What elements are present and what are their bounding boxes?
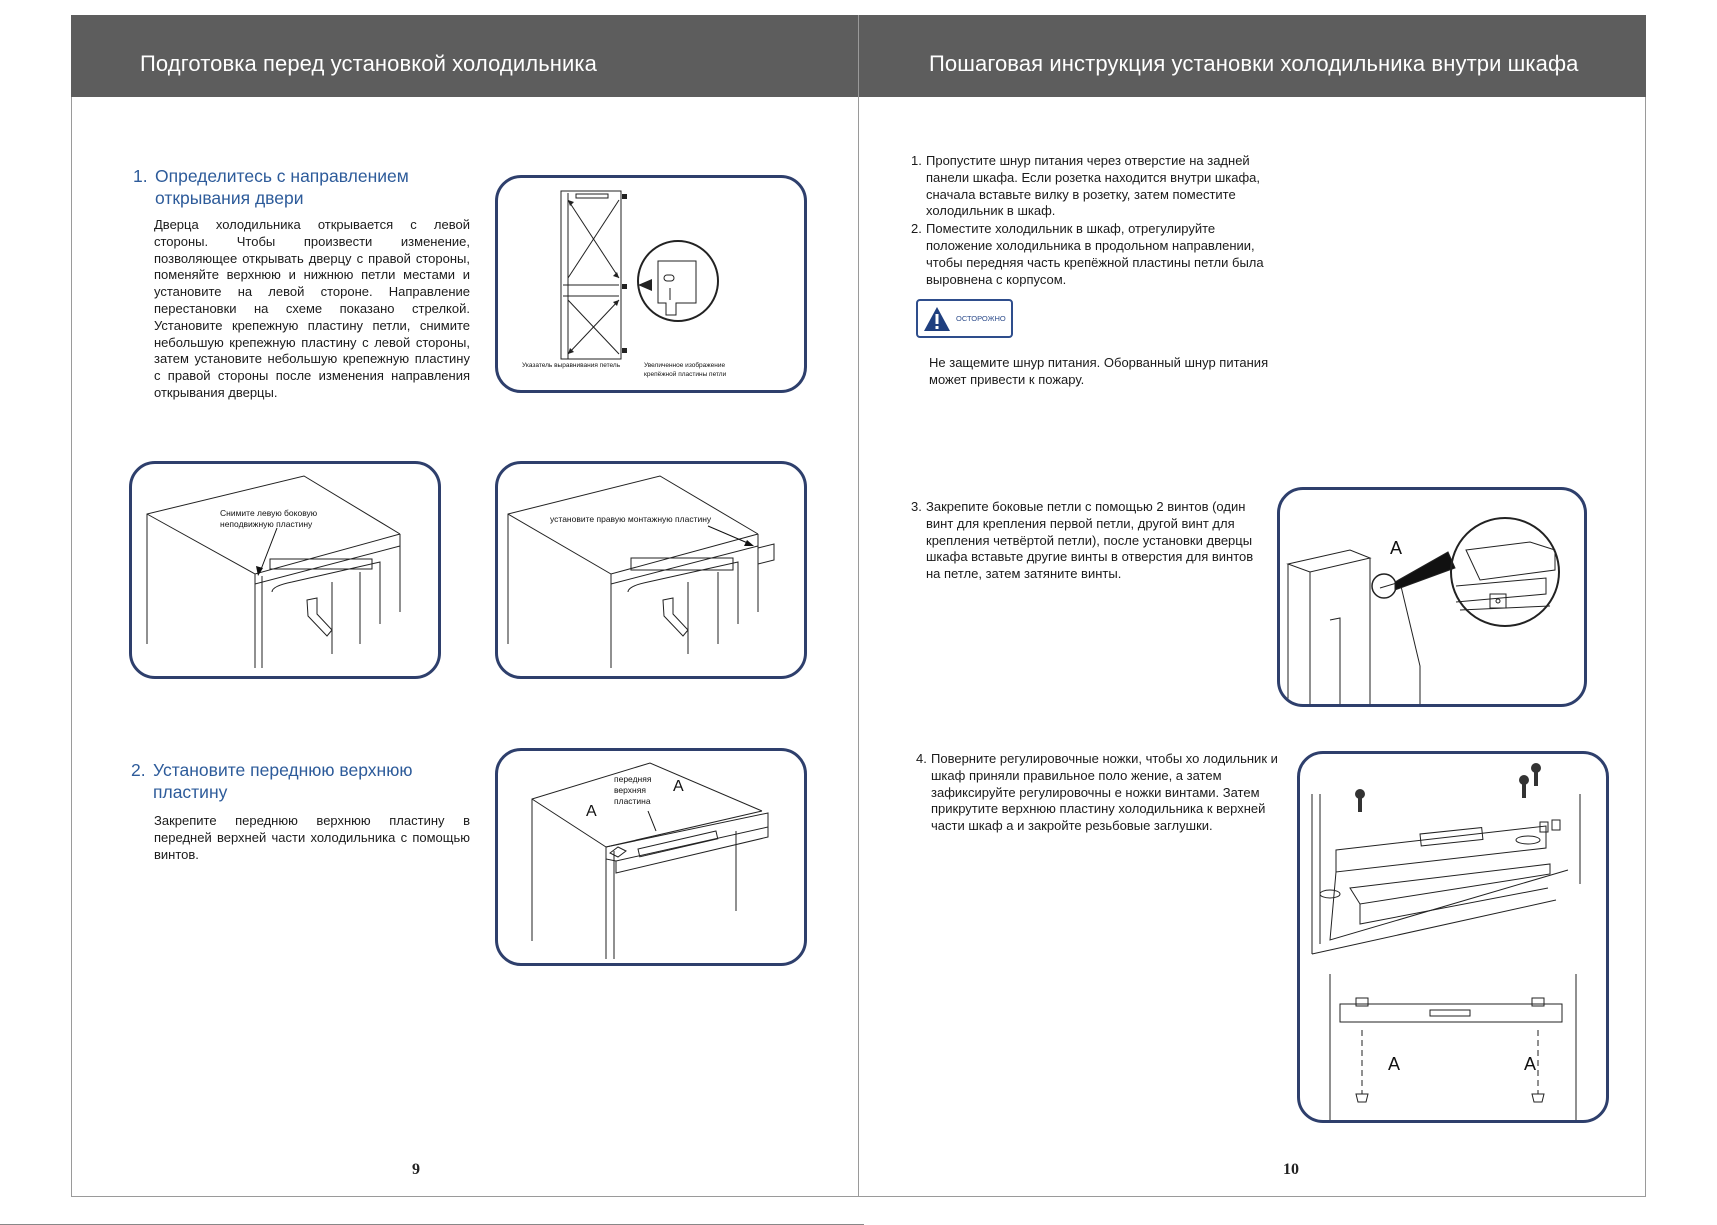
section1-body: Дверца холодильника открывается с левой стороны. Чтобы произвести изменение, позволяющее открывать дверцу с правой стороны, поменяйте верхнюю и нижнюю петли местами и установите на левой стороне. Направление перестановки на схеме показано стрелкой. Установите крепежную пластину петли, снимите небольшую крепежную пластину с левой стороны, затем установите небольшую крепежную пластину с правой стороны после изменения направления открывания дверцы. [154,217,470,400]
front-plate-mark-a-right: A [673,778,684,795]
remove-plate-label-1: Снимите левую боковую [220,508,318,518]
step-4 [916,751,1286,835]
front-plate-label-1: передняя [614,774,652,784]
step-2-number: 2. [911,221,922,237]
page-10 [859,15,1646,1197]
section2-number: 2. [131,760,146,780]
right-page-title: Пошаговая инструкция установки холодильника внутри шкафа [929,51,1579,76]
leveling-mark-a-right: A [1524,1054,1537,1074]
section1-title [133,165,453,209]
front-plate-label-3: пластина [614,796,651,806]
section2-title-text: Установите переднюю верхнюю пластину [153,760,413,802]
page-number-9: 9 [412,1161,420,1178]
door-direction-diagram [498,178,804,390]
caution-label: ОСТОРОЖНО [956,314,1006,323]
remove-plate-diagram [132,464,438,676]
front-plate-diagram [498,751,804,963]
leveling-feet-diagram [1300,754,1606,1120]
install-plate-label: установите правую монтажную пластину [550,514,712,524]
caution-text: Не защемите шнур питания. Оборванный шнур питания может привести к пожару. [929,355,1269,387]
install-plate-diagram [498,464,804,676]
front-plate-label-2: верхняя [614,785,646,795]
front-plate-figure [495,748,807,966]
right-header-bar [859,15,1646,97]
warning-icon [922,304,952,334]
section1-number: 1. [133,166,148,186]
side-hinge-diagram [1280,490,1584,704]
section2-title [131,759,451,803]
hinge-alignment-caption: Указатель выравнивания петель [522,362,621,369]
left-page-title: Подготовка перед установкой холодильника [140,51,597,76]
steps-1-2 [911,153,1283,288]
step-3-text: Закрепите боковые петли с помощью 2 винтов (один винт для крепления первой петли, другой винт для крепления четвёртой петли), после установки дверцы шкафа вставьте другие винты в отверстия для винтов на петле, затем затяните винты. [926,499,1254,582]
side-hinge-mark-a: A [1390,538,1403,558]
left-header-bar [71,15,858,97]
step-1-number: 1. [911,153,922,168]
hinge-plate-caption-1: Увеличенное изображение [644,362,726,369]
leveling-mark-a-left: A [1388,1054,1401,1074]
remove-plate-label-2: неподвижную пластину [220,519,313,529]
leveling-feet-figure [1297,751,1609,1123]
step-3 [911,499,1256,583]
hinge-plate-caption-2: крепёжной пластины петли [644,371,727,378]
step-1 [911,153,1283,220]
section1-title-text: Определитесь с направлением открывания двери [155,166,409,208]
section2-body: Закрепите переднюю верхнюю пластину в передней верхней части холодильника с помощью винтов. [154,813,470,862]
step-4-number: 4. [916,751,927,766]
front-plate-mark-a-left: A [586,803,597,820]
step-4-text: Поверните регулировочные ножки, чтобы хо лодильник и шкаф приняли правильное поло жение, а затем зафиксируйте регулировочны е ножки винтами. Затем прикрутите верхнюю пластину холодильника к верхней части шкаф а и закройте резьбовые заглушки. [931,751,1278,834]
page-9 [71,15,858,1197]
step-1-text: Пропустите шнур питания через отверстие на задней панели шкафа. Если розетка находится внутри шкафа, сначала вставьте вилку в розетку, затем поместите холодильник в шкаф. [926,153,1260,219]
remove-plate-figure [129,461,441,679]
door-direction-figure [495,175,807,393]
page-number-10: 10 [1283,1161,1299,1178]
side-hinge-figure [1277,487,1587,707]
step-2-text: Поместите холодильник в шкаф, отрегулируйте положение холодильника в продольном направлении, чтобы передняя часть крепёжной пластины петли была выровнена с корпусом. [926,221,1264,287]
step-2 [911,221,1283,288]
install-plate-figure [495,461,807,679]
step-3-number: 3. [911,499,922,514]
caution-badge [916,299,1013,338]
